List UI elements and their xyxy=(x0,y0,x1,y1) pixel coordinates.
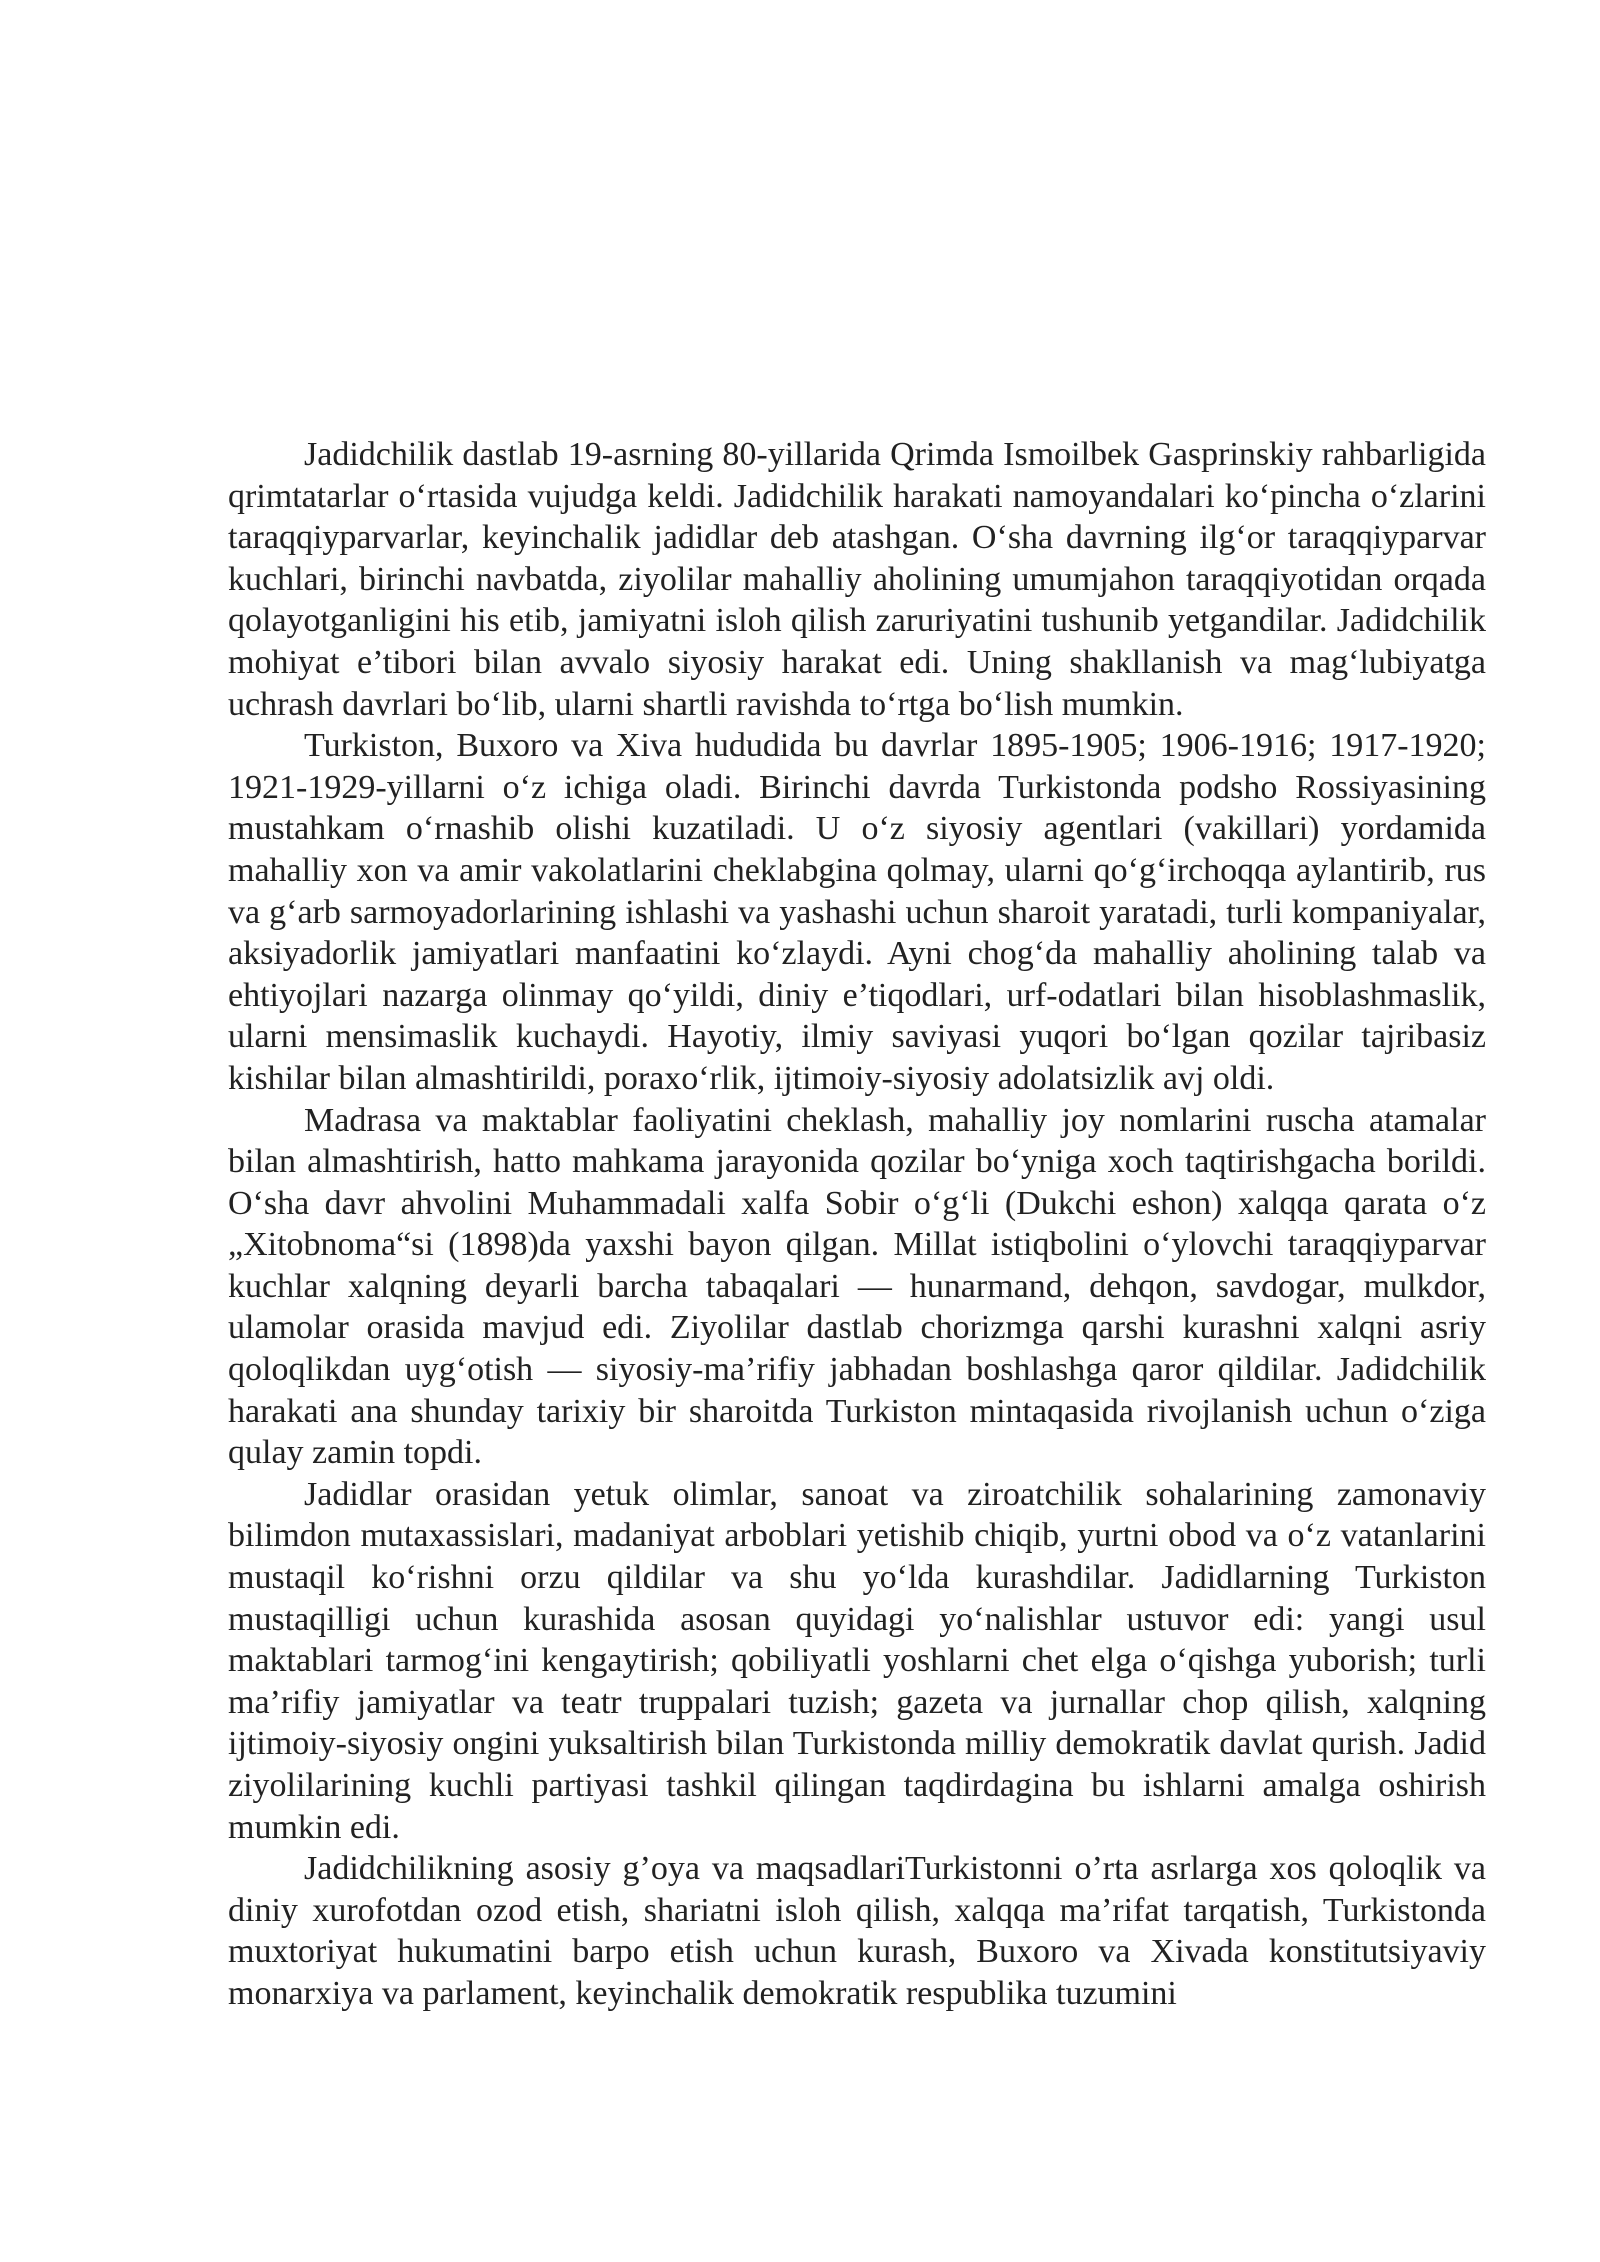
body-text xyxy=(228,434,1486,2015)
paragraph-2: Turkiston, Buxoro va Xiva hududida bu davrlar 1895-1905; 1906-1916; 1917-1920; 1921-1929-yillarni o‘z ichiga oladi. Birinchi davrda Turkistonda podsho Rossiyasining mustahkam o‘rnashib olishi kuzatiladi. U o‘z siyosiy agentlari (vakillari) yordamida mahalliy xon va amir vakolatlarini cheklabgina qolmay, ularni qo‘g‘irchoqqa aylantirib, rus va g‘arb sarmoyadorlarining ishlashi va yashashi uchun sharoit yaratadi, turli kompaniyalar, aksiyadorlik jamiyatlari manfaatini ko‘zlaydi. Ayni chog‘da mahalliy aholining talab va ehtiyojlari nazarga olinmay qo‘yildi, diniy e’tiqodlari, urf-odatlari bilan hisoblashmaslik, ularni mensimaslik kuchaydi. Hayotiy, ilmiy saviyasi yuqori bo‘lgan qozilar tajribasiz kishilar bilan almashtirildi, poraxo‘rlik, ijtimoiy-siyosiy adolatsizlik avj oldi. xyxy=(228,727,1486,1097)
paragraph-3: Madrasa va maktablar faoliyatini cheklash, mahalliy joy nomlarini ruscha atamalar bilan almashtirish, hatto mahkama jarayonida qozilar bo‘yniga xoch taqtirishgacha borildi. O‘sha davr ahvolini Muhammadali xalfa Sobir o‘g‘li (Dukchi eshon) xalqqa qarata o‘z „Xitobnoma“si (1898)da yaxshi bayon qilgan. Millat istiqbolini o‘ylovchi taraqqiyparvar kuchlar xalqning deyarli barcha tabaqalari — hunarmand, dehqon, savdogar, mulkdor, ulamolar orasida mavjud edi. Ziyolilar dastlab chorizmga qarshi kurashni xalqni asriy qoloqlikdan uyg‘otish — siyosiy-ma’rifiy jabhadan boshlashga qaror qildilar. Jadidchilik harakati ana shunday tarixiy bir sharoitda Turkiston mintaqasida rivojlanish uchun o‘ziga qulay zamin topdi. xyxy=(228,1101,1486,1472)
paragraph-1: Jadidchilik dastlab 19-asrning 80-yillarida Qrimda Ismoilbek Gasprinskiy rahbarligida qrimtatarlar o‘rtasida vujudga keldi. Jadidchilik harakati namoyandalari ko‘pincha o‘zlarini taraqqiyparvarlar, keyinchalik jadidlar deb atashgan. O‘sha davrning ilg‘or taraqqiyparvar kuchlari, birinchi navbatda, ziyolilar mahalliy aholining umumjahon taraqqiyotidan orqada qolayotganligini his etib, jamiyatni isloh qilish zaruriyatini tushunib yetgandilar. Jadidchilik mohiyat e’tibori bilan avvalo siyosiy harakat edi. Uning shakllanish va mag‘lubiyatga uchrash davrlari bo‘lib, ularni shartli ravishda to‘rtga bo‘lish mumkin. xyxy=(228,436,1486,723)
paragraph-5: Jadidchilikning asosiy g’oya va maqsadlariTurkistonni o’rta asrlarga xos qoloqlik va diniy xurofotdan ozod etish, shariatni isloh qilish, xalqqa ma’rifat tarqatish, Turkistonda muxtoriyat hukumatini barpo etish uchun kurash, Buxoro va Xivada konstitutsiyaviy monarxiya va parlament, keyinchalik demokratik respublika tuzumini xyxy=(228,1850,1486,2012)
paragraph-4: Jadidlar orasidan yetuk olimlar, sanoat va ziroatchilik sohalarining zamonaviy bilimdon mutaxassislari, madaniyat arboblari yetishib chiqib, yurtni obod va o‘z vatanlarini mustaqil ko‘rishni orzu qildilar va shu yo‘lda kurashdilar. Jadidlarning Turkiston mustaqilligi uchun kurashida asosan quyidagi yo‘nalishlar ustuvor edi: yangi usul maktablari tarmog‘ini kengaytirish; qobiliyatli yoshlarni chet elga o‘qishga yuborish; turli ma’rifiy jamiyatlar va teatr truppalari tuzish; gazeta va jurnallar chop qilish, xalqning ijtimoiy-siyosiy ongini yuksaltirish bilan Turkistonda milliy demokratik davlat qurish. Jadid ziyolilarining kuchli partiyasi tashkil qilingan taqdirdagina bu ishlarni amalga oshirish mumkin edi. xyxy=(228,1475,1486,1846)
